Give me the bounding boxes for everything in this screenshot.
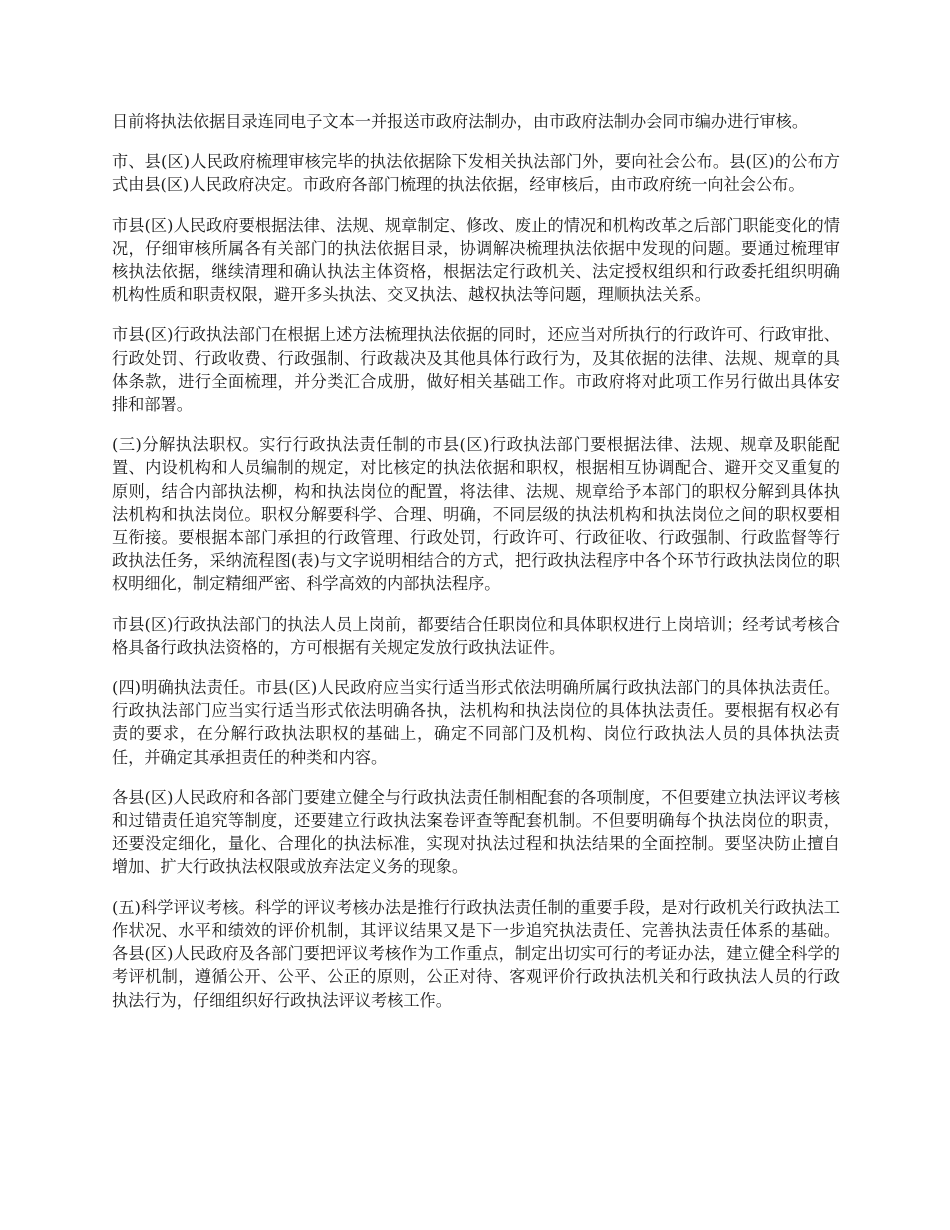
paragraph-4: 市县(区)行政执法部门在根据上述方法梳理执法依据的同时，还应当对所执行的行政许可、行政审批、行政处罚、行政收费、行政强制、行政裁决及其他具体行政行为，及其依据的法律、法规、规章的具体条款，进行全面梳理，并分类汇合成册，做好相关基础工作。市政府将对此项工作另行做出具体安排和部署。	[112, 325, 840, 415]
document-body	[112, 110, 840, 1029]
paragraph-8: 各县(区)人民政府和各部门要建立健全与行政执法责任制相配套的各项制度，不但要建立执法评议考核和过错责任追究等制度，还要建立行政执法案卷评查等配套机制。不但要明确每个执法岗位的职责，还要没定细化，量化、合理化的执法标准，实现对执法过程和执法结果的全面控制。要坚决防止擅自增加、扩大行政执法权限或放弃法定义务的现象。	[112, 787, 840, 877]
paragraph-6: 市县(区)行政执法部门的执法人员上岗前，都要结合任职岗位和具体职权进行上岗培训；经考试考核合格具备行政执法资格的，方可根据有关规定发放行政执法证件。	[112, 614, 840, 657]
paragraph-2: 市、县(区)人民政府梳理审核完毕的执法依据除下发相关执法部门外，要向社会公布。县(区)的公布方式由县(区)人民政府决定。市政府各部门梳理的执法依据，经审核后，由市政府统一向社会公布。	[112, 152, 840, 195]
paragraph-1: 日前将执法依据目录连同电子文本一并报送市政府法制办，由市政府法制办会同市编办进行审核。	[112, 112, 809, 131]
paragraph-5: (三)分解执法职权。实行行政执法责任制的市县(区)行政执法部门要根据法律、法规、规章及职能配置、内设机构和人员编制的规定，对比核定的执法依据和职权，根据相互协调配合、避开交叉重复的原则，结合内部执法柳，构和执法岗位的配置，将法律、法规、规章给予本部门的职权分解到具体执法机构和执法岗位。职权分解要科学、合理、明确，不同层级的执法机构和执法岗位之间的职权要相互衔接。要根据本部门承担的行政管理、行政处罚，行政许可、行政征收、行政强制、行政监督等行政执法任务，采纳流程图(表)与文字说明相结合的方式，把行政执法程序中各个环节行政执法岗位的职权明细化，制定精细严密、科学高效的内部执法程序。	[112, 435, 840, 594]
paragraph-3: 市县(区)人民政府要根据法律、法规、规章制定、修改、废止的情况和机构改革之后部门职能变化的情况，仔细审核所属各有关部门的执法依据目录，协调解决梳理执法依据中发现的问题。要通过梳理审核执法依据，继续清理和确认执法主体资格，根据法定行政机关、法定授权组织和行政委托组织明确机构性质和职责权限，避开多头执法、交叉执法、越权执法等问题，理顺执法关系。	[112, 215, 840, 305]
paragraph-7: (四)明确执法责任。市县(区)人民政府应当实行适当形式依法明确所属行政执法部门的具体执法责任。行政执法部门应当实行适当形式依法明确各执，法机构和执法岗位的具体执法责任。要根据有权必有责的要求，在分解行政执法职权的基础上，确定不同部门及机构、岗位行政执法人员的具体执法责任，并确定其承担责任的种类和内容。	[112, 678, 840, 767]
paragraph-9: (五)科学评议考核。科学的评议考核办法是推行行政执法责任制的重要手段，是对行政机关行政执法工作状况、水平和绩效的评价机制，其评议结果又是下一步追究执法责任、完善执法责任体系的基础。各县(区)人民政府及各部门要把评议考核作为工作重点，制定出切实可行的考证办法，建立健全科学的考评机制，遵循公开、公平、公正的原则，公正对待、客观评价行政执法机关和行政执法人员的行政执法行为，仔细组织好行政执法评议考核工作。	[112, 897, 840, 1010]
